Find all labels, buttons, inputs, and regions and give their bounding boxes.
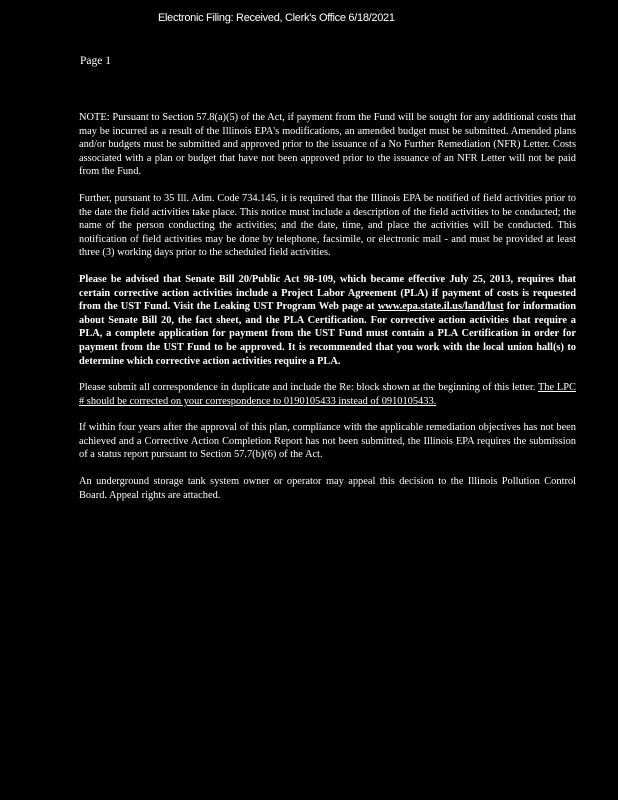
pla-text-end: for information about Senate Bill 20, the fact sheet, and the PLA Certification. For corrective action activities that require a PLA, a complete application for payment from the UST Fund must contain a PLA Certification in order for payment from the UST Fund to be approved. It is recommended that you work with the local union hall(s) to determine which corrective action activities require a PLA. <box>79 301 576 367</box>
field-activities-paragraph: Further, pursuant to 35 Ill. Adm. Code 734.145, it is required that the Illinois EPA be notified of field activities prior to the date the field activities take place. This notice must include a description of the field activities to be conducted; the name of the person conducting the activities; and the date, time, and place the activities will be conducted. This notification of field activities may be done by telephone, facsimile, or electronic mail - and must be provided at least three (3) working days prior to the scheduled field activities. <box>79 192 576 259</box>
letter-body <box>79 111 576 515</box>
correspondence-paragraph <box>79 381 576 408</box>
note-paragraph: NOTE: Pursuant to Section 57.8(a)(5) of the Act, if payment from the Fund will be sought for any additional costs that may be incurred as a result of the Illinois EPA's modifications, an amended budget must be submitted. Amended plans and/or budgets must be submitted and approved prior to the issuance of a No Further Remediation (NFR) Letter. Costs associated with a plan or budget that have not been approved prior to the issuance of an NFR Letter will not be paid from the Fund. <box>79 112 576 178</box>
appeal-paragraph: An underground storage tank system owner or operator may appeal this decision to the Illinois Pollution Control Board. Appeal rights are attached. <box>79 476 576 501</box>
filing-stamp: Electronic Filing: Received, Clerk's Office 6/18/2021 <box>158 12 395 24</box>
lpc-correction-note: The LPC # should be corrected on your correspondence to 0190105433 instead of 0910105433. <box>79 382 576 407</box>
pla-paragraph <box>79 273 576 368</box>
pla-text-start: Please be advised that Senate Bill 20/Public Act 98-109, which became effective July 25, 2013, requires that certain corrective action activities include a Project Labor Agreement (PLA) if payment of costs is requested from the UST Fund. Visit the Leaking UST Program Web page at <box>79 273 576 313</box>
status-report-paragraph: If within four years after the approval of this plan, compliance with the applicable remediation objectives has not been achieved and a Corrective Action Completion Report has not been submitted, the Illinois EPA requires the submission of a status report pursuant to Section 57.7(b)(6) of the Act. <box>79 422 576 461</box>
correspondence-text: Please submit all correspondence in duplicate and include the Re: block shown at the beginning of this letter. <box>79 382 538 394</box>
lust-web-link[interactable]: www.epa.state.il.us/land/lust <box>377 301 504 313</box>
page-number: Page 1 <box>80 55 111 67</box>
